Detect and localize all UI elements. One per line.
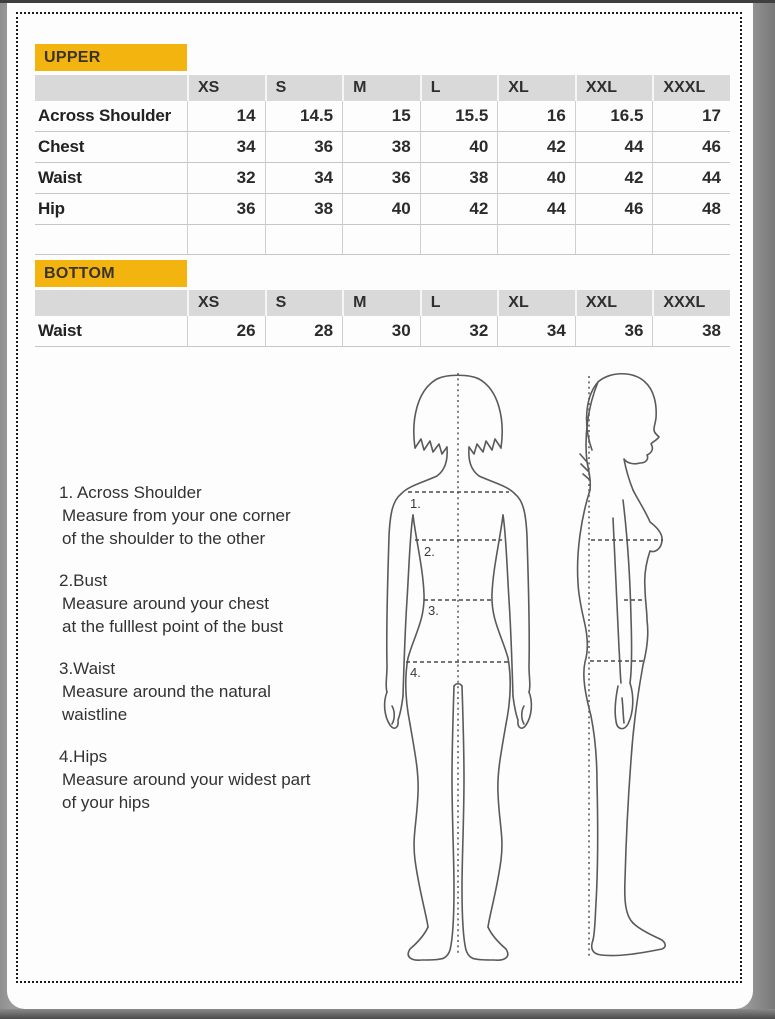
measurement-row <box>35 194 730 225</box>
size-value: 26 <box>187 316 265 347</box>
measurement-label: Chest <box>35 132 187 163</box>
size-column-header: L <box>420 290 498 316</box>
instruction-title: 4.Hips <box>59 747 108 766</box>
size-value: 15.5 <box>420 101 498 132</box>
measurement-row <box>35 101 730 132</box>
size-value: 44 <box>575 132 653 163</box>
size-column-header: M <box>342 290 420 316</box>
empty-cell <box>497 225 575 255</box>
size-value: 40 <box>420 132 498 163</box>
size-chart-sheet <box>7 3 753 1009</box>
instruction-title: 2.Bust <box>59 571 108 590</box>
side-figure <box>578 374 666 956</box>
empty-cell <box>420 225 498 255</box>
size-value: 34 <box>265 163 343 194</box>
size-value: 44 <box>652 163 730 194</box>
measurement-label: Waist <box>35 316 187 347</box>
measurement-label: Across Shoulder <box>35 101 187 132</box>
front-figure <box>385 373 532 960</box>
size-value: 32 <box>420 316 498 347</box>
bottom-size-table <box>35 290 730 347</box>
instruction-line: of your hips <box>62 793 150 812</box>
size-value: 32 <box>187 163 265 194</box>
size-column-header: XS <box>187 75 265 101</box>
size-column-header: S <box>265 290 343 316</box>
size-value: 48 <box>652 194 730 225</box>
upper-section-badge: UPPER <box>35 44 187 71</box>
upper-size-table <box>35 75 730 255</box>
instruction-line: Measure around your widest part <box>62 770 311 789</box>
header-corner-cell <box>35 75 187 101</box>
instruction-group <box>59 657 369 726</box>
instruction-title: 1. Across Shoulder <box>59 483 202 502</box>
instruction-line: at the fulllest point of the bust <box>62 617 284 636</box>
figure-label-shoulder: 1. <box>410 496 421 511</box>
size-value: 40 <box>497 163 575 194</box>
size-value: 30 <box>342 316 420 347</box>
size-value: 42 <box>420 194 498 225</box>
measurement-row <box>35 132 730 163</box>
size-value: 28 <box>265 316 343 347</box>
instruction-group <box>59 481 369 550</box>
size-value: 42 <box>497 132 575 163</box>
instruction-line: of the shoulder to the other <box>62 529 266 548</box>
measurement-label: Hip <box>35 194 187 225</box>
empty-cell <box>575 225 653 255</box>
size-value: 16 <box>497 101 575 132</box>
measurement-instructions <box>59 481 369 833</box>
size-column-header: XXL <box>575 75 653 101</box>
size-value: 14.5 <box>265 101 343 132</box>
empty-cell <box>187 225 265 255</box>
empty-grid-row <box>35 225 730 255</box>
instruction-line: Measure around the natural <box>62 682 271 701</box>
empty-cell <box>652 225 730 255</box>
size-column-header: XXXL <box>652 290 730 316</box>
measurement-row <box>35 316 730 347</box>
figure-label-hip: 4. <box>410 665 421 680</box>
figure-label-bust: 2. <box>424 544 435 559</box>
body-measurement-diagram <box>380 368 700 968</box>
size-column-header: S <box>265 75 343 101</box>
size-value: 17 <box>652 101 730 132</box>
size-column-header: M <box>342 75 420 101</box>
size-value: 46 <box>652 132 730 163</box>
size-value: 44 <box>497 194 575 225</box>
size-column-header: XL <box>497 75 575 101</box>
size-value: 38 <box>420 163 498 194</box>
instruction-line: Measure from your one corner <box>62 506 291 525</box>
size-value: 36 <box>575 316 653 347</box>
size-value: 34 <box>187 132 265 163</box>
size-value: 36 <box>187 194 265 225</box>
screenshot-bottom-edge <box>0 1009 775 1019</box>
size-header-row <box>35 290 730 316</box>
size-value: 46 <box>575 194 653 225</box>
size-value: 34 <box>497 316 575 347</box>
measurement-row <box>35 163 730 194</box>
empty-cell <box>342 225 420 255</box>
measurement-label: Waist <box>35 163 187 194</box>
size-column-header: XXXL <box>652 75 730 101</box>
size-value: 38 <box>652 316 730 347</box>
size-value: 14 <box>187 101 265 132</box>
size-value: 38 <box>265 194 343 225</box>
instruction-line: waistline <box>62 705 128 724</box>
instruction-group <box>59 745 369 814</box>
size-value: 36 <box>265 132 343 163</box>
instruction-title: 3.Waist <box>59 659 116 678</box>
size-value: 40 <box>342 194 420 225</box>
size-column-header: XS <box>187 290 265 316</box>
size-value: 38 <box>342 132 420 163</box>
size-value: 15 <box>342 101 420 132</box>
instruction-line: Measure around your chest <box>62 594 269 613</box>
empty-cell <box>35 225 187 255</box>
size-column-header: XL <box>497 290 575 316</box>
size-value: 16.5 <box>575 101 653 132</box>
header-corner-cell <box>35 290 187 316</box>
size-header-row <box>35 75 730 101</box>
size-column-header: L <box>420 75 498 101</box>
instruction-group <box>59 569 369 638</box>
size-value: 36 <box>342 163 420 194</box>
size-value: 42 <box>575 163 653 194</box>
figure-label-waist: 3. <box>428 603 439 618</box>
bottom-section-badge: BOTTOM <box>35 260 187 287</box>
size-column-header: XXL <box>575 290 653 316</box>
empty-cell <box>265 225 343 255</box>
